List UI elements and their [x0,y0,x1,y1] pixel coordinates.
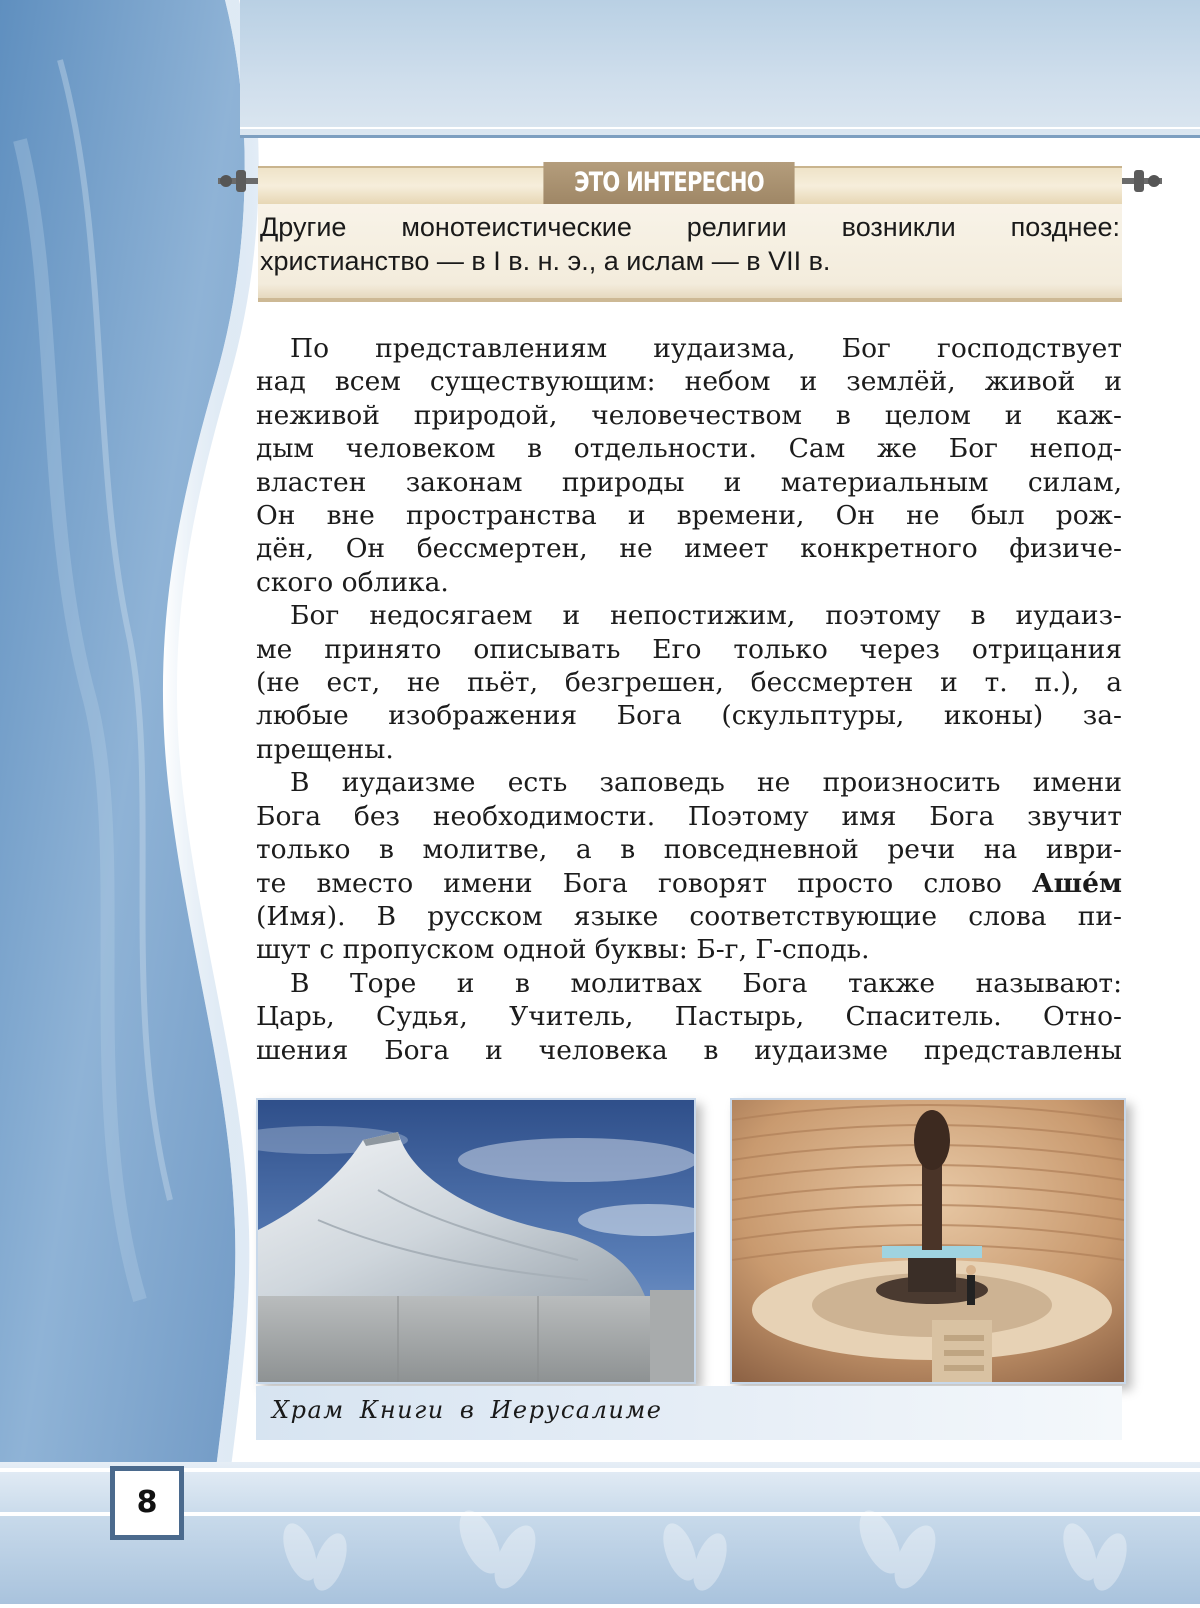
info-line: христианство — в I в. н. э., а ислам — в VII в. [260,246,831,276]
shrine-interior-photo [730,1098,1126,1384]
text-line: властен законам природы и материальным силам, [256,466,1122,498]
page-number: 8 [110,1466,184,1540]
text-line: (не ест, не пьёт, безгрешен, бессмертен и т. п.), а [256,667,1122,699]
text-line: Бог недосягаем и непостижим, поэтому в иудаиз- [290,600,1122,632]
info-box-title: ЭТО ИНТЕРЕСНО [543,162,794,204]
text-line [256,867,1122,900]
photo-caption: Храм Книги в Иерусалиме [272,1396,663,1424]
text-line: Он вне пространства и времени, Он не был рож- [256,500,1122,532]
text-line: над всем существующим: небом и землёй, живой и [256,366,1122,398]
main-text [256,332,1122,1067]
text-fragment: те вместо имени Бога говорят просто слово [256,867,1002,899]
text-line: дён, Он бессмертен, не имеет конкретного физиче- [256,533,1122,565]
text-line: ского облика. [256,566,449,598]
text-line: неживой природой, человечеством в целом и каж- [256,399,1122,431]
text-line: Бога без необходимости. Поэтому имя Бога звучит [256,800,1122,832]
text-line: только в молитве, а в повседневной речи на иври- [256,834,1122,866]
left-decorative-wave [0,0,270,1604]
text-line: шения Бога и человека в иудаизме представлены [256,1034,1122,1066]
text-line: (Имя). В русском языке соответствующие слова пи- [256,900,1122,932]
text-line: ме принято описывать Его только через отрицания [256,633,1122,665]
caption-bar [256,1386,1122,1440]
text-line: любые изображения Бога (скульптуры, иконы) за- [256,700,1122,732]
text-line: Царь, Судья, Учитель, Пастырь, Спаситель. Отно- [256,1001,1122,1033]
bold-term: Ашéм [1032,867,1122,899]
text-line: По представлениям иудаизма, Бог господствует [290,333,1122,364]
top-decorative-band [240,0,1200,138]
info-line: Другие монотеистические религии возникли позднее: [260,212,1120,242]
info-box-text [260,210,1120,278]
text-line: В Торе и в молитвах Бога также называют: [290,967,1122,999]
info-box-body [258,204,1122,302]
text-line: В иудаизме есть заповедь не произносить имени [290,767,1122,799]
interesting-fact-box [258,162,1122,302]
text-line: прещены. [256,733,394,765]
text-line: шут с пропуском одной буквы: Б-г, Г-сподь. [256,934,870,966]
text-line: дым человеком в отдельности. Сам же Бог непод- [256,433,1122,465]
dome-exterior-photo [256,1098,696,1384]
